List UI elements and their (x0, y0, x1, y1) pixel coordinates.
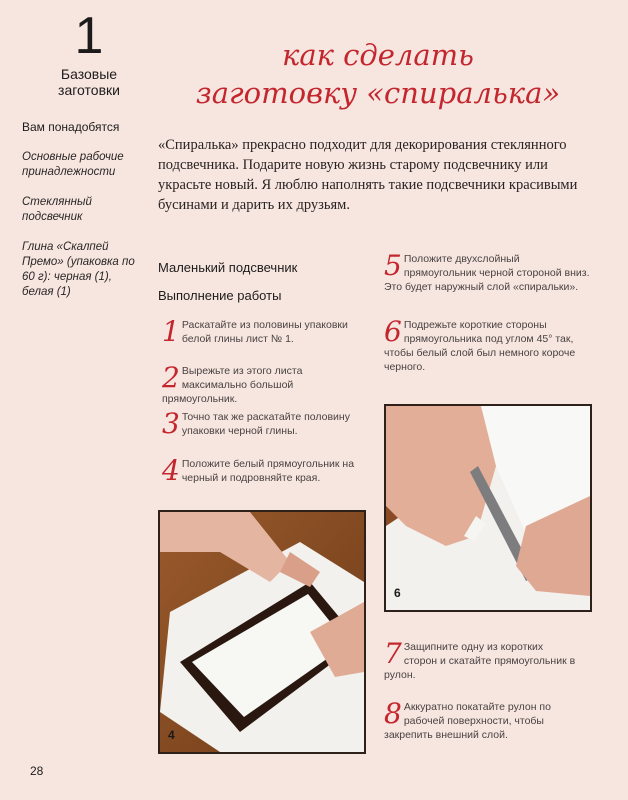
step-number: 4 (162, 454, 180, 487)
title-line-2: заготовку «спиралька» (195, 76, 561, 110)
step-text: Защипните одну из коротких сторон и скатайте прямоугольник в рулон. (384, 641, 576, 681)
step-text: Положите белый прямоугольник на черный и подровняйте края. (181, 458, 355, 484)
step-number: 8 (384, 697, 402, 730)
step-5 (384, 249, 594, 294)
step-text: Раскатайте из половины упаковки белой глины лист № 1. (181, 319, 348, 345)
step-6-illustration (386, 406, 590, 610)
step-number: 2 (162, 361, 180, 394)
step-3 (162, 407, 367, 440)
step-1 (162, 315, 367, 348)
step-text: Подрежьте короткие стороны прямоугольника под углом 45° так, чтобы белый слой был немного короче черного. (384, 319, 576, 373)
page-title (168, 36, 588, 112)
step-7 (384, 637, 579, 682)
step-text: Вырежьте из этого листа максимально большой прямоугольник. (162, 365, 303, 405)
chapter-title: Базовые заготовки (58, 66, 120, 98)
title-line-1: как сделать (282, 38, 474, 72)
step-4 (162, 454, 367, 487)
instructions-heading: Выполнение работы (158, 288, 282, 303)
step-text: Положите двухслойный прямоугольник черной стороной вниз. Это будет наружный слой «спиральки». (384, 253, 590, 293)
step-text: Аккуратно покатайте рулон по рабочей поверхности, чтобы закрепить внешний слой. (384, 701, 551, 741)
step-4-illustration (160, 512, 364, 752)
materials-heading: Вам понадобятся (22, 120, 120, 134)
step-8 (384, 697, 579, 742)
step-number: 1 (162, 315, 180, 348)
materials-item: Основные рабочие принадлежности (22, 151, 124, 178)
intro-paragraph: «Спиралька» прекрасно подходит для декорирования стеклянного подсвечника. Подарите новую жизнь старому подсвечнику или украсьте новый. Я люблю наполнять такие подсвечники красивыми бусинами и дарить их друзьям. (158, 137, 578, 213)
photo-number: 4 (168, 728, 175, 742)
step-2 (162, 361, 367, 406)
project-subtitle: Маленький подсвечник (158, 260, 298, 275)
step-4-photo (158, 510, 366, 754)
step-number: 3 (162, 407, 180, 440)
materials-item: Стеклянный подсвечник (22, 196, 92, 223)
chapter-number: 1 (74, 7, 104, 65)
step-6 (384, 315, 594, 374)
step-number: 5 (384, 249, 402, 282)
photo-number: 6 (394, 586, 401, 600)
materials-item: Глина «Скалпей Премо» (упаковка по 60 г): черная (1), белая (1) (22, 241, 135, 298)
step-number: 7 (384, 637, 402, 670)
step-number: 6 (384, 315, 402, 348)
step-text: Точно так же раскатайте половину упаковки черной глины. (181, 411, 350, 437)
page-number: 28 (30, 764, 44, 778)
step-6-photo (384, 404, 592, 612)
